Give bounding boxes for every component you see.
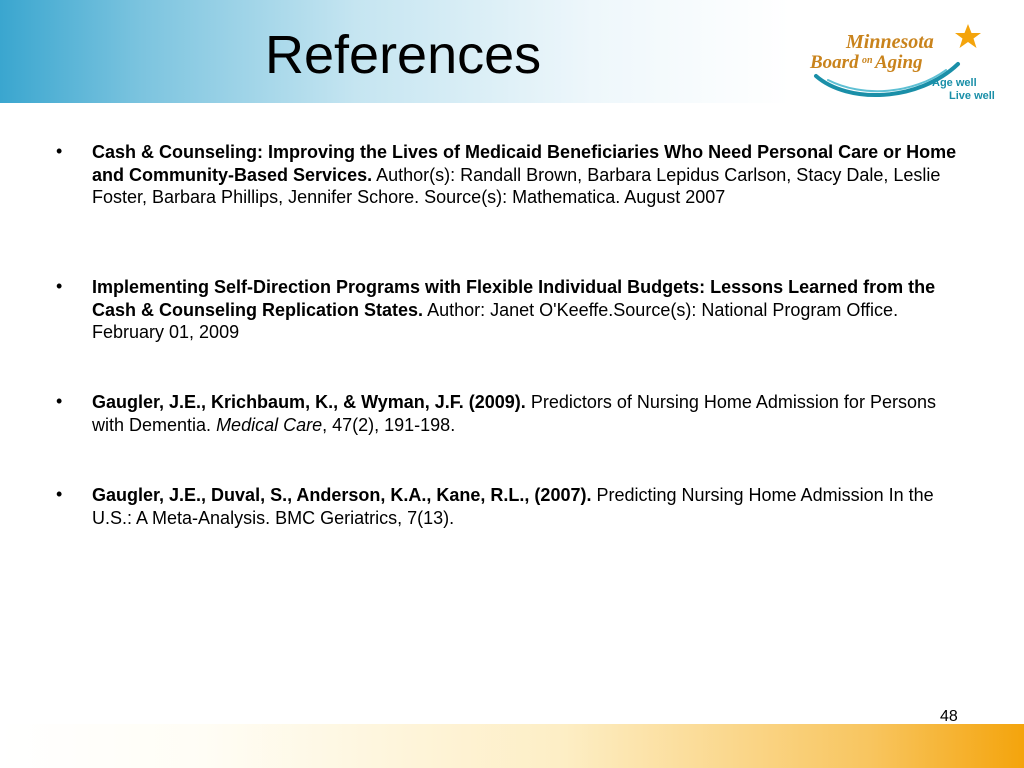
logo-tagline-age-well: Age well	[932, 77, 977, 89]
reference-title: Gaugler, J.E., Krichbaum, K., & Wyman, J.F. (2009).	[92, 392, 526, 412]
slide-title: References	[265, 25, 542, 85]
logo-tagline-live-well: Live well	[949, 90, 995, 102]
bullet-icon: •	[56, 391, 63, 411]
bullet-icon: •	[56, 141, 63, 161]
reference-text	[92, 141, 960, 209]
reference-title: Cash & Counseling: Improving the Lives of Medicaid Beneficiaries Who Need Personal Care or Home and Community-Based Services.	[92, 142, 957, 185]
reference-details: Author: Janet O'Keeffe.Source(s): National Program Office. February 01, 2009	[92, 299, 899, 342]
reference-text	[92, 484, 960, 529]
logo-aging-text: Aging	[875, 52, 923, 73]
reference-journal: Medical Care	[216, 414, 323, 435]
logo-minnesota-text: Minnesota	[846, 31, 934, 53]
reference-details: Predictors of Nursing Home Admission for Persons with Dementia.	[92, 392, 936, 435]
star-icon	[955, 24, 981, 48]
page-number: 48	[940, 708, 958, 725]
minnesota-board-on-aging-logo	[808, 22, 1008, 102]
reference-title: Gaugler, J.E., Duval, S., Anderson, K.A., Kane, R.L., (2007).	[92, 485, 592, 505]
footer-band	[0, 724, 1024, 768]
reference-details: Predicting Nursing Home Admission In the U.S.: A Meta-Analysis. BMC Geriatrics, 7(13).	[92, 485, 934, 528]
reference-citation: , 47(2), 191-198.	[322, 414, 456, 435]
reference-title: Implementing Self-Direction Programs with Flexible Individual Budgets: Lessons Learned from the Cash & Counseling Replication States.	[92, 277, 936, 320]
reference-details: Author(s): Randall Brown, Barbara Lepidus Carlson, Stacy Dale, Leslie Foster, Barbara Phillips, Jennifer Schore. Source(s): Mathematica. August 2007	[92, 164, 941, 207]
reference-text	[92, 391, 960, 436]
reference-text	[92, 276, 960, 344]
logo-on-text: on	[862, 55, 873, 66]
logo-board-text: Board	[810, 52, 859, 73]
bullet-icon: •	[56, 276, 63, 296]
bullet-icon: •	[56, 484, 63, 504]
